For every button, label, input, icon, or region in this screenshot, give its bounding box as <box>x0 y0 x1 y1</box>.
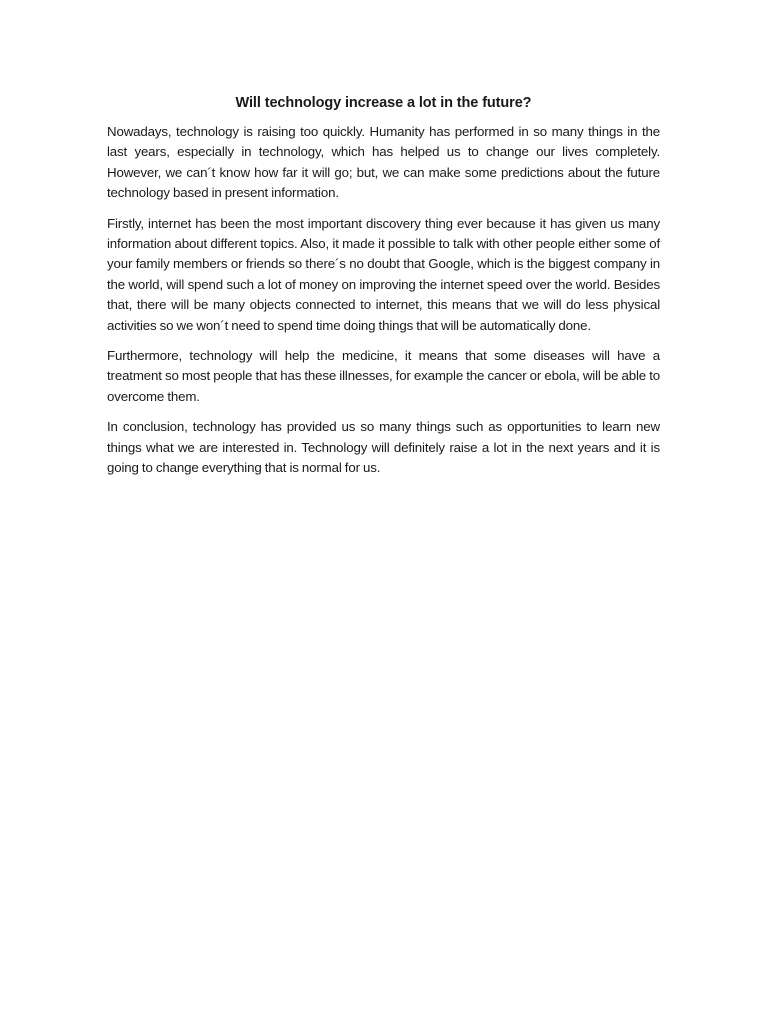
paragraph-medicine: Furthermore, technology will help the medicine, it means that some diseases will have a treatment so most people that has these illnesses, for example the cancer or ebola, will be able to overcome them. <box>107 348 660 404</box>
paragraph-introduction: Nowadays, technology is raising too quickly. Humanity has performed in so many things in the last years, especially in technology, which has helped us to change our lives completely. However, we can´t know how far it will go; but, we can make some predictions about the future technology based in present information. <box>107 124 660 201</box>
paragraph-internet: Firstly, internet has been the most important discovery thing ever because it has given us many information about different topics. Also, it made it possible to talk with other people either some of your family members or friends so there´s no doubt that Google, which is the biggest company in the world, will spend such a lot of money on improving the internet speed over the world. Besides that, there will be many objects connected to internet, this means that we will do less physical activities so we won´t need to spend time doing things that will be automatically done. <box>107 215 660 333</box>
paragraph-conclusion: In conclusion, technology has provided us so many things such as opportunities to learn new things what we are interested in. Technology will definitely raise a lot in the next years and it is going to change everything that is normal for us. <box>107 419 660 476</box>
document-title: Will technology increase a lot in the future? <box>235 95 532 111</box>
document-body <box>107 92 660 489</box>
